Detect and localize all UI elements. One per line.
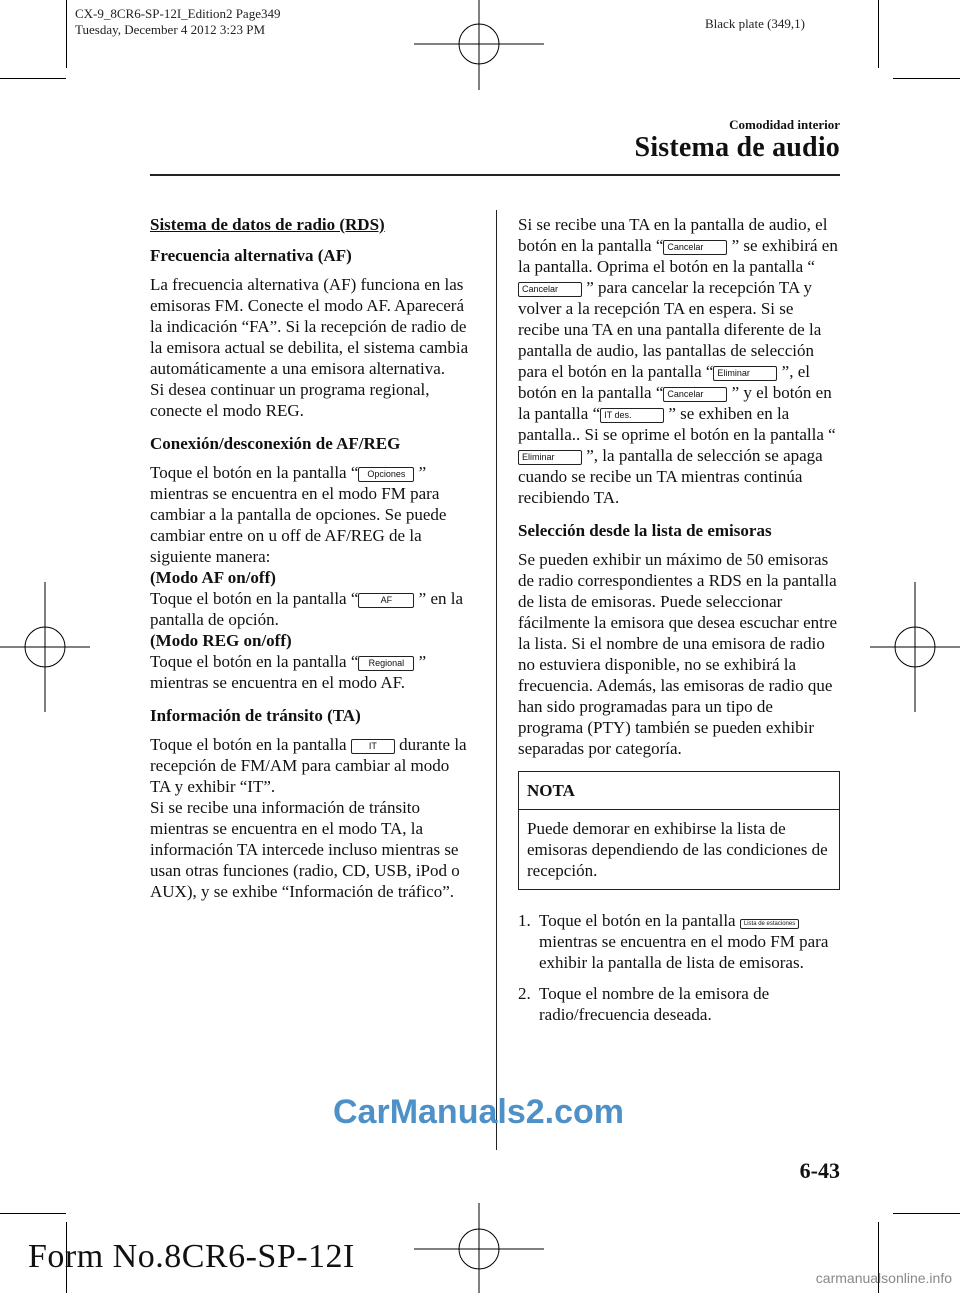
ta-paragraph <box>150 734 470 902</box>
step-2 <box>518 983 838 1025</box>
p1-e: ” y el botón en la pantalla “ <box>518 383 832 423</box>
nota-box <box>518 771 840 890</box>
registration-mark-left <box>0 582 90 712</box>
p1-b: ” se exhibirá en la pantalla. Oprima el botón en la pantalla “ <box>518 236 838 276</box>
crop-mark <box>878 0 879 68</box>
crop-mark <box>893 1213 960 1214</box>
p1-a: Si se recibe una TA en la pantalla de audio, el botón en la pantalla “ <box>518 215 828 255</box>
step-1-number: 1. <box>518 911 531 930</box>
af-paragraph <box>150 274 470 421</box>
ta-text2: Si se recibe una información de tránsito mientras se encuentra en el modo TA, la información TA intercede incluso mientras se usan otras funciones (radio, CD, USB, iPod o AUX), y se exhibe “Información de tráfico”. <box>150 798 460 901</box>
eliminar-button-icon: Eliminar <box>518 450 582 465</box>
crop-mark <box>66 0 67 68</box>
print-info-line1: CX-9_8CR6-SP-12I_Edition2 Page349 <box>75 6 281 21</box>
it-des-button-icon: IT des. <box>600 408 664 423</box>
crop-mark <box>0 1213 66 1214</box>
registration-mark-bottom <box>414 1203 544 1293</box>
print-info-line2: Tuesday, December 4 2012 3:23 PM <box>75 22 266 37</box>
ta-screen-paragraph <box>518 214 838 508</box>
af-mode-text-a: Toque el botón en la pantalla “ <box>150 589 359 608</box>
page-number: 6-43 <box>799 1158 840 1183</box>
it-button-icon: IT <box>351 739 395 754</box>
rds-heading: Sistema de datos de radio (RDS) <box>150 215 385 234</box>
af-text: La frecuencia alternativa (AF) funciona en las emisoras FM. Conecte el modo AF. Aparecerá la indicación “FA”. Si la recepción de radio de la emisora actual se debilita, el sistema cambia automáticamente a una emisora alternativa. <box>150 275 469 378</box>
left-column <box>150 214 470 914</box>
cancelar-button-icon: Cancelar <box>663 387 727 402</box>
registration-mark-top <box>414 0 544 90</box>
print-info <box>75 6 280 38</box>
p1-f: ” se exhiben en la pantalla.. Si se oprime el botón en la pantalla “ <box>518 404 836 444</box>
af-mode-heading: (Modo AF on/off) <box>150 568 276 587</box>
list-heading: Selección desde la lista de emisoras <box>518 521 772 540</box>
header-rule <box>150 174 840 176</box>
reg-mode-heading: (Modo REG on/off) <box>150 631 292 650</box>
watermark-link[interactable]: CarManuals2.com <box>333 1093 624 1131</box>
ta-text-a: Toque el botón en la pantalla <box>150 735 351 754</box>
afreg-text-b: ” mientras se encuentra en el modo FM para cambiar a la pantalla de opciones. Se puede cambiar entre on u off de AF/REG de la siguiente manera: <box>150 463 447 566</box>
eliminar-button-icon: Eliminar <box>713 366 777 381</box>
reg-mode-text-b: ” mientras se encuentra en el modo AF. <box>150 652 427 692</box>
crop-mark <box>0 78 66 79</box>
step-1-text-b: mientras se encuentra en el modo FM para exhibir la pantalla de lista de emisoras. <box>539 932 829 972</box>
step-2-text: Toque el nombre de la emisora de radio/frecuencia deseada. <box>539 984 770 1024</box>
afreg-text-a: Toque el botón en la pantalla “ <box>150 463 359 482</box>
section-title: Sistema de audio <box>634 132 840 163</box>
afreg-heading: Conexión/desconexión de AF/REG <box>150 434 401 453</box>
regional-button-icon: Regional <box>358 656 414 671</box>
nota-text: Puede demorar en exhibirse la lista de emisoras dependiendo de las condiciones de recepción. <box>527 819 828 880</box>
plate-label: Black plate (349,1) <box>705 16 805 31</box>
column-divider <box>496 210 497 1150</box>
step-1 <box>518 910 838 973</box>
step-2-number: 2. <box>518 984 531 1003</box>
watermark-site[interactable]: carmanualsonline.info <box>815 1270 952 1286</box>
right-column <box>518 214 838 1035</box>
ta-text-b: durante la recepción de FM/AM para cambiar al modo TA y exhibir “IT”. <box>150 735 467 796</box>
step-1-text-a: Toque el botón en la pantalla <box>539 911 740 930</box>
af-text2: Si desea continuar un programa regional, conecte el modo REG. <box>150 380 430 420</box>
crop-mark <box>893 78 960 79</box>
reg-mode-text-a: Toque el botón en la pantalla “ <box>150 652 359 671</box>
af-button-icon: AF <box>358 593 414 608</box>
ta-heading: Información de tránsito (TA) <box>150 706 361 725</box>
afreg-paragraph <box>150 462 470 693</box>
registration-mark-right <box>870 582 960 712</box>
af-heading: Frecuencia alternativa (AF) <box>150 246 352 265</box>
cancelar-button-icon: Cancelar <box>518 282 582 297</box>
af-mode-text-b: ” en la pantalla de opción. <box>150 589 464 629</box>
nota-title: NOTA <box>519 772 839 810</box>
lista-estaciones-button-icon: Lista de estaciones <box>740 919 799 929</box>
p1-g: ”, la pantalla de selección se apaga cuando se recibe un TA mientras continúa recibiendo TA. <box>518 446 823 507</box>
opciones-button-icon: Opciones <box>358 467 414 482</box>
p1-d: ”, el botón en la pantalla “ <box>518 362 810 402</box>
form-number: Form No.8CR6-SP-12I <box>28 1238 355 1275</box>
cancelar-button-icon: Cancelar <box>663 240 727 255</box>
list-paragraph: Se pueden exhibir un máximo de 50 emisoras de radio correspondientes a RDS en la pantalla de lista de emisoras. Puede seleccionar fácilmente la emisora que desea escuchar entre la lista. Si el nombre de una emisora de radio no estuviera disponible, no se exhibirá la frecuencia. Además, las emisoras de radio que han sido programadas para un tipo de programa (PTY) también se pueden exhibir separadas por categoría. <box>518 550 838 758</box>
section-label: Comodidad interior <box>729 117 840 132</box>
p1-c: ” para cancelar la recepción TA y volver a la recepción TA en espera. Si se recibe una TA en una pantalla diferente de la pantalla de audio, las pantallas de selección para el botón en la pantalla “ <box>518 278 822 381</box>
